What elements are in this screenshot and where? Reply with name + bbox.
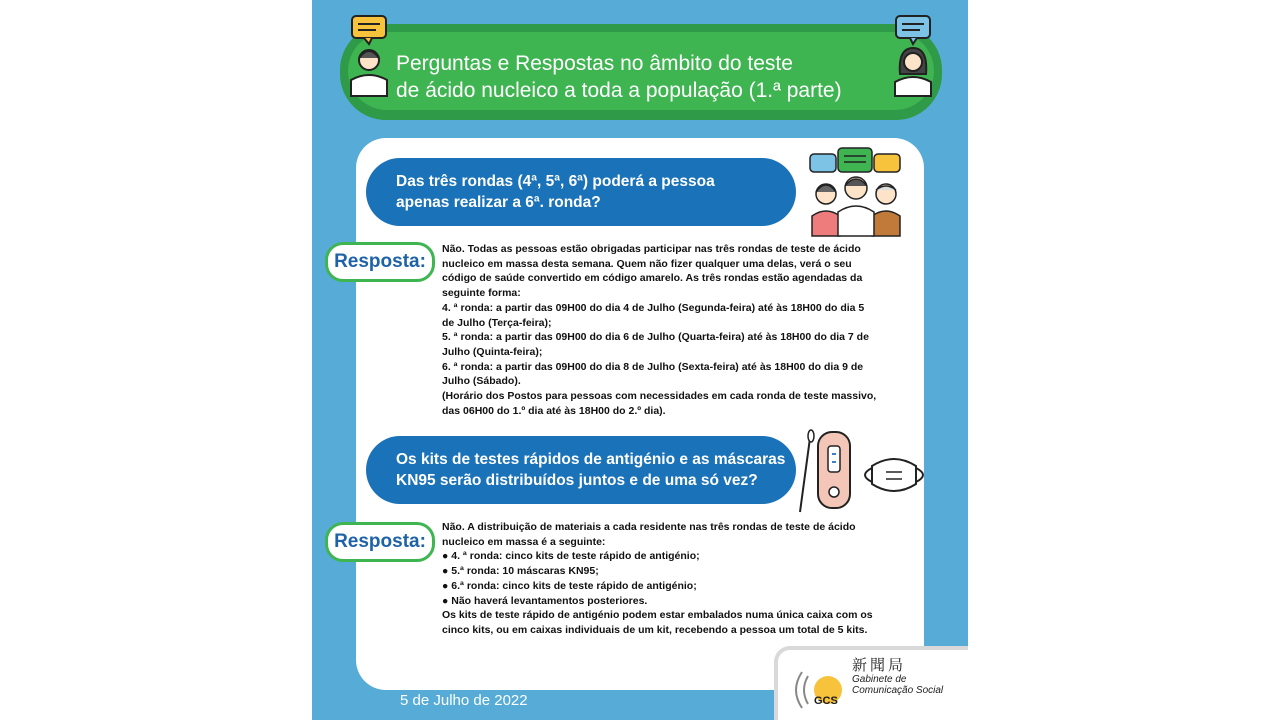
qa-card (334, 138, 924, 690)
gcs-logo-mark (794, 666, 850, 714)
question-bubble: Os kits de testes rápidos de antigénio e as máscaras KN95 serão distribuídos juntos e de uma só vez? (366, 436, 796, 504)
answer-label: Resposta: (325, 242, 435, 282)
publication-date: 5 de Julho de 2022 (400, 692, 528, 709)
people-chat-icon (808, 146, 912, 238)
page-title: Perguntas e Respostas no âmbito do teste de ácido nucleico a toda a população (1.ª parte) (396, 52, 842, 102)
man-chat-icon (342, 14, 398, 100)
logo-portuguese-name: Gabinete de Comunicação Social (852, 674, 944, 696)
face-mask-icon (856, 454, 932, 496)
answer-text: Não. A distribuição de materiais a cada residente nas três rondas de teste de ácido nucleico em massa é a seguinte: ● 4. ª ronda: cinco kits de teste rápido de antigénio; ● 5.ª ronda: 10 máscaras KN95; ● 6.ª ronda: cinco kits de teste rápido de antigénio; ● Não haverá levantamentos posteriores. Os kits de teste rápido de antigénio podem estar embalados numa única caixa com os cinco kits, ou em caixas individuais de um kit, recebendo a pessoa um total de 5 kits. (442, 521, 873, 636)
svg-text:GCS: GCS (814, 695, 838, 707)
gcs-logo (774, 646, 968, 720)
woman-chat-icon (884, 14, 940, 100)
title-banner (340, 24, 942, 120)
answer-text: Não. Todas as pessoas estão obrigadas participar nas três rondas de teste de ácido nucleico em massa desta semana. Quem não fizer qualquer uma delas, verá o seu código de saúde convertido em código amarelo. As três rondas estão agendadas da seguinte forma: 4. ª ronda: a partir das 09H00 do dia 4 de Julho (Segunda-feira) até às 18H00 do dia 5 de Julho (Terça-feira); 5. ª ronda: a partir das 09H00 do dia 6 de Julho (Quarta-feira) até às 18H00 do dia 7 de Julho (Quinta-feira); 6. ª ronda: a partir das 09H00 do dia 8 de Julho (Sexta-feira) até às 18H00 do dia 9 de Julho (Sábado). (Horário dos Postos para pessoas com necessidades em cada ronda de teste massivo, das 06H00 do 1.º dia até às 18H00 do 2.º dia). (442, 243, 877, 417)
answer-label: Resposta: (325, 522, 435, 562)
logo-chinese-name: 新聞局 (852, 657, 907, 674)
antigen-test-kit-icon (796, 428, 856, 514)
infographic-poster (312, 0, 968, 720)
question-bubble: Das três rondas (4ª, 5ª, 6ª) poderá a pessoa apenas realizar a 6ª. ronda? (366, 158, 796, 226)
